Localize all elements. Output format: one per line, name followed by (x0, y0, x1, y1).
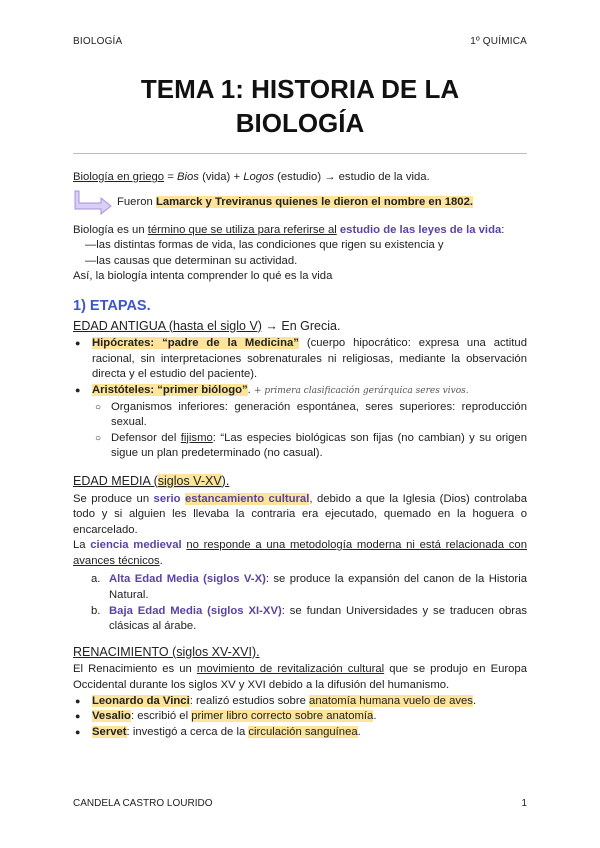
media-p2-underlined: no responde a una metodología moderna ni está relacionada con avances técnicos (73, 539, 527, 567)
etymology-vida: (vida) + (198, 171, 244, 183)
servet-name: Servet (92, 725, 127, 738)
handwritten-note: + primera clasificación gerárquica seres vivos. (253, 385, 469, 396)
list-item-leonardo (73, 694, 527, 710)
definition-underlined: término que se utiliza para referirse al (147, 223, 337, 236)
list-item-servet (73, 725, 527, 741)
page-title-line1: TEMA 1: HISTORIA DE LA (140, 74, 460, 104)
servet-highlight: circulación sanguínea (248, 725, 358, 738)
servet-a: : investigó a cerca de la (126, 725, 249, 738)
etymology-eq: = (164, 171, 177, 183)
vesalio-a: : escribió el (130, 710, 192, 723)
arrow-note-prefix: Fueron (117, 195, 156, 208)
media-p2-a: La (73, 539, 91, 552)
bent-arrow-icon (73, 189, 115, 215)
document-body (73, 170, 527, 740)
header-subject: BIOLOGÍA (73, 36, 123, 47)
media-p1-d: , debido a que la Iglesia (Dios) controlaba todo y si alguien les llevaba la contraria era ejecutado, quemado en la hoguera o encarcelado. (73, 492, 528, 536)
page-title (73, 72, 527, 140)
definition-a: Biología es un (73, 223, 148, 236)
definition-purple: estudio de las leyes de la vida (339, 223, 502, 236)
definition-colon: : (501, 223, 505, 236)
renacimiento-paragraph (73, 662, 527, 693)
edad-media-heading (73, 474, 527, 490)
sublist-item-fijismo (73, 431, 527, 462)
edad-antigua-list (73, 336, 527, 462)
leonardo-dot: . (472, 694, 477, 707)
intro-etymology (73, 170, 527, 186)
aristoteles-sublist (73, 400, 527, 462)
edad-antigua-heading (73, 319, 527, 335)
aristoteles-dot: . (247, 383, 251, 396)
edad-media-paragraph-2 (73, 538, 527, 569)
media-p2-ciencia: ciencia medieval (90, 539, 182, 552)
fijismo-prefix: Defensor del (111, 431, 181, 444)
renacimiento-label: RENACIMIENTO (siglos XV-XVI). (73, 644, 260, 659)
intro-definition (73, 223, 527, 239)
edad-media-centuries: siglos V-XV (157, 473, 222, 488)
hipocrates-text: (cuerpo hipocrático: expresa una actitud racional, sin interpretaciones sobrenaturales ni religiosas, mediante la observación directa y el estudio del paciente). (92, 337, 527, 381)
footer-author: CANDELA CASTRO LOURIDO (73, 798, 213, 809)
list-item-baja-edad-media (73, 604, 527, 635)
media-p2-dot: . (159, 554, 163, 567)
footer-page-number: 1 (521, 798, 527, 809)
edad-media-list (73, 572, 527, 634)
servet-dot: . (357, 725, 361, 738)
media-p1-estancamiento: estancamiento cultural (185, 492, 310, 505)
sublist-item-organismos: ○ Organismos inferiores: generación espontánea, seres superiores: reproducción sexual. (73, 400, 527, 431)
hipocrates-name: Hipócrates: “padre de la Medicina” (92, 337, 299, 350)
renacimiento-heading (73, 645, 527, 661)
etymology-logos: Logos (243, 171, 274, 183)
title-divider (73, 153, 527, 154)
edad-antigua-label: EDAD ANTIGUA (hasta el siglo V) (73, 318, 262, 333)
baja-edad-media-name: Baja Edad Media (siglos XI-XV) (109, 604, 282, 617)
alta-edad-media-text: : se produce la expansión del canon de la Historia Natural. (109, 573, 527, 602)
aristoteles-name: Aristóteles: “primer biólogo” (92, 383, 248, 396)
media-p1-serio: serio (153, 492, 185, 505)
list-item-vesalio (73, 709, 527, 725)
vesalio-highlight: primer libro correcto sobre anatomía (191, 710, 374, 723)
marker-b: b. (91, 604, 101, 617)
fijismo-term: fijismo (180, 431, 213, 444)
leonardo-name: Leonardo da Vinci (92, 694, 190, 707)
arrow-note-highlight: Lamarck y Treviranus quienes le dieron el nombre en 1802. (155, 195, 474, 208)
media-p1-a: Se produce un (73, 492, 154, 505)
baja-edad-media-text: : se fundan Universidades y se traducen obras clásicas al árabe. (109, 604, 527, 633)
etymology-bios: Bios (176, 171, 199, 183)
arrow-note (73, 189, 527, 215)
page-title-line2: BIOLOGÍA (235, 108, 365, 138)
header-course: 1º QUÍMICA (470, 36, 527, 47)
intro-dash-1: —las distintas formas de vida, las condiciones que rigen su existencia y (85, 239, 444, 252)
leonardo-highlight: anatomía humana vuelo de aves (309, 694, 473, 707)
etymology-result: (estudio) → estudio de la vida. (273, 171, 430, 183)
vesalio-name: Vesalio (92, 710, 131, 723)
ren-p1-c: que se produjo en Europa Occidental durante los siglos XV y XVI debido a la difusión del humanismo. (73, 663, 527, 692)
leonardo-a: : realizó estudios sobre (189, 694, 310, 707)
arrow-note-text (117, 195, 473, 211)
vesalio-dot: . (373, 710, 377, 723)
renacimiento-list (73, 694, 527, 741)
ren-p1-underlined: movimiento de revitalización cultural (196, 663, 385, 676)
fijismo-text: : “Las especies biológicas son fijas (no cambian) y su origen sigue un plan predeterminado (no casual). (111, 431, 527, 460)
edad-antigua-tail: → En Grecia. (261, 318, 341, 333)
list-item-aristoteles (73, 383, 527, 462)
intro-conclusion: Así, la biología intenta comprender lo qué es la vida (73, 270, 333, 283)
section-etapas-title: 1) ETAPAS. (73, 297, 151, 314)
marker-a: a. (91, 573, 101, 586)
edad-media-close: ). (221, 473, 230, 488)
ren-p1-a: El Renacimiento es un (73, 663, 197, 676)
edad-media-paragraph-1 (73, 492, 527, 539)
edad-media-label: EDAD MEDIA ( (73, 473, 158, 488)
etymology-label: Biología en griego (73, 171, 165, 183)
list-item-alta-edad-media (73, 572, 527, 603)
alta-edad-media-name: Alta Edad Media (siglos V-X) (109, 573, 266, 586)
intro-dash-2: —las causas que determinan su actividad. (85, 254, 298, 267)
list-item-hipocrates (73, 336, 527, 383)
